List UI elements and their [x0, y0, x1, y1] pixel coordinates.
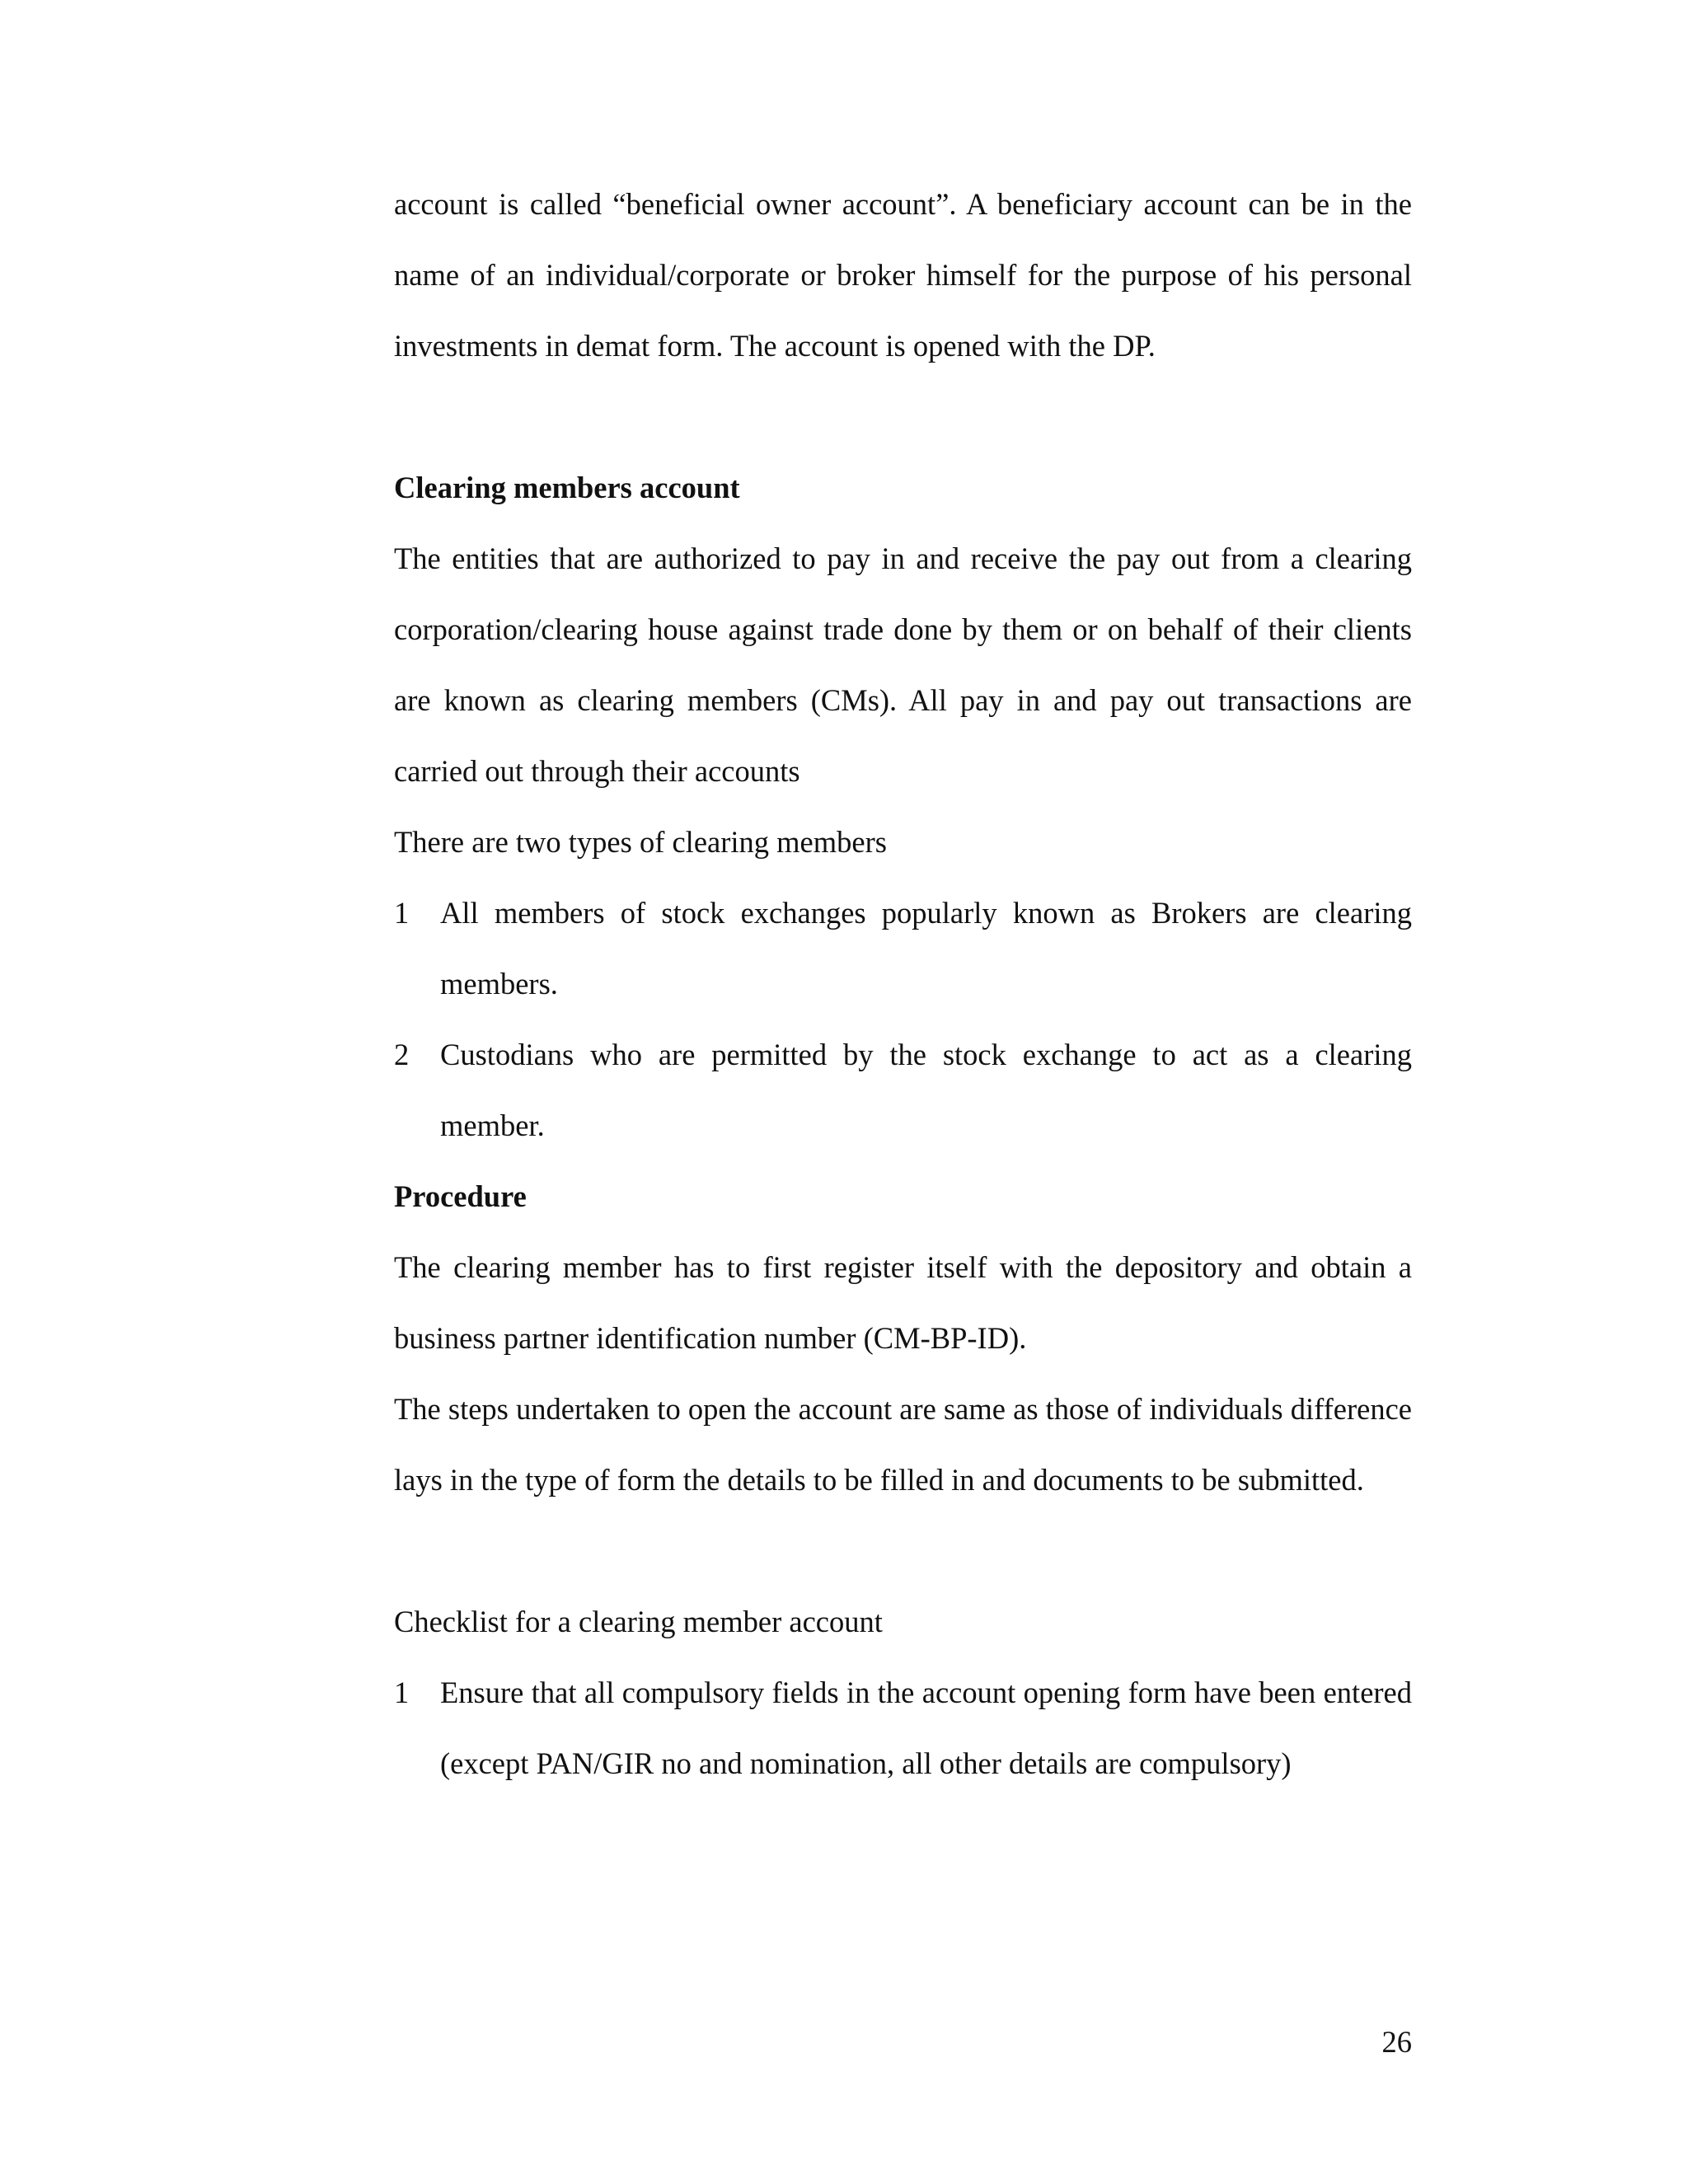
list-item-text: All members of stock exchanges popularly known as Brokers are clearing members. — [440, 896, 1412, 1001]
spacer — [394, 382, 1412, 452]
spacer — [394, 1516, 1412, 1586]
procedure-paragraph-2: The steps undertaken to open the account are same as those of individuals difference lays in the type of form the details to be filled in and documents to be submitted. — [394, 1392, 1412, 1497]
list-item-text: Custodians who are permitted by the stock exchange to act as a clearing member. — [440, 1038, 1412, 1142]
checklist-title: Checklist for a clearing member account — [394, 1605, 883, 1638]
procedure-paragraph-1: The clearing member has to first register itself with the depository and obtain a business partner identification number (CM-BP-ID). — [394, 1250, 1412, 1355]
page-number: 26 — [1381, 2025, 1412, 2059]
clearing-types-intro: There are two types of clearing members — [394, 825, 887, 859]
list-item — [394, 878, 1412, 1019]
clearing-members-paragraph: The entities that are authorized to pay in and receive the pay out from a clearing corporation/clearing house against trade done by them or on behalf of their clients are known as clearing members (CMs). All pay in and pay out transactions are carried out through their accounts — [394, 541, 1412, 788]
list-item — [394, 1657, 1412, 1799]
page-body — [394, 169, 1412, 1799]
clearing-members-heading: Clearing members account — [394, 471, 740, 504]
list-item — [394, 1019, 1412, 1161]
list-item-text: Ensure that all compulsory fields in the account opening form have been entered (except PAN/GIR no and nomination, all other details are compulsory) — [440, 1675, 1412, 1780]
list-item-number: 1 — [394, 896, 410, 930]
list-item-number: 2 — [394, 1038, 410, 1071]
list-item-number: 1 — [394, 1675, 410, 1709]
intro-paragraph: account is called “beneficial owner account”. A beneficiary account can be in the name of an individual/corporate or broker himself for the purpose of his personal investments in demat form. The account is opened with the DP. — [394, 187, 1412, 363]
procedure-heading: Procedure — [394, 1179, 527, 1213]
